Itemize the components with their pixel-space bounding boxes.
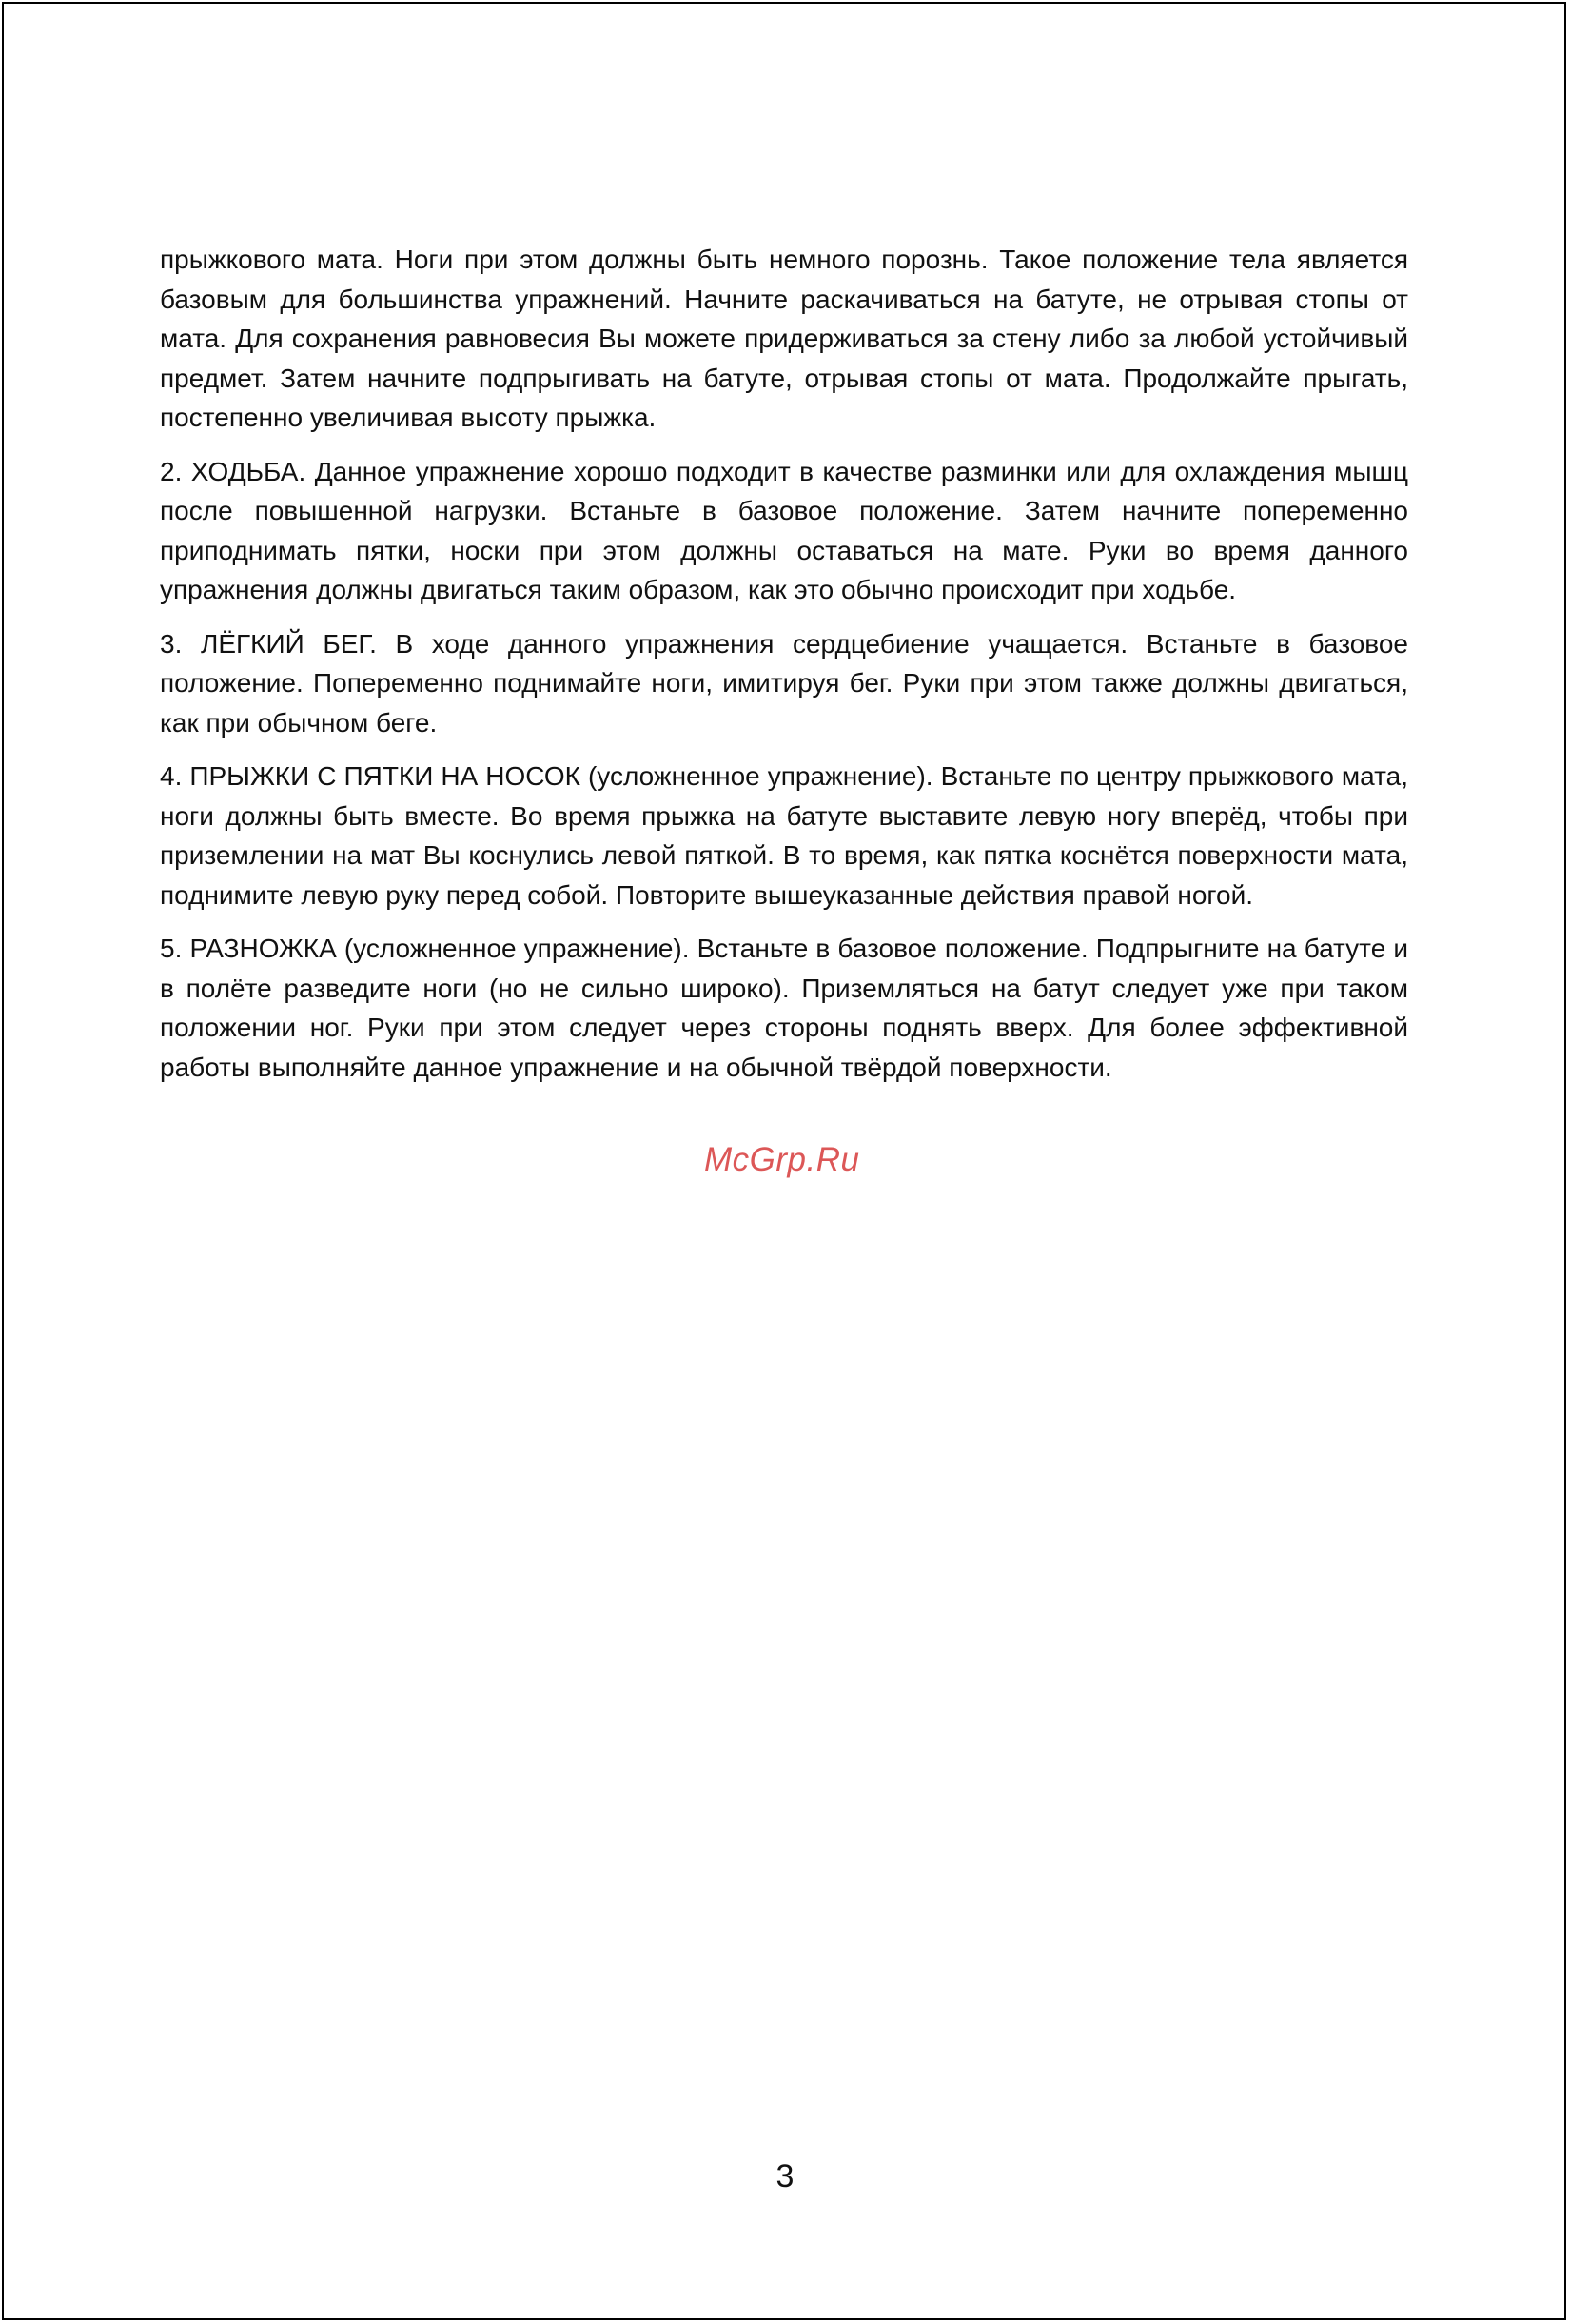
paragraph-split-jump: 5. РАЗНОЖКА (усложненное упражнение). Встаньте в базовое положение. Подпрыгните на батуте и в полёте разведите ноги (но не сильно широко). Приземляться на батут следует уже при таком положении ног. Руки при этом следует через стороны поднять вверх. Для более эффективной работы выполняйте данное упражнение и на обычной твёрдой поверхности. [160, 934, 1408, 1082]
watermark: McGrp.Ru [704, 1141, 860, 1178]
document-body [160, 240, 1408, 1101]
paragraph-walking: 2. ХОДЬБА. Данное упражнение хорошо подходит в качестве разминки или для охлаждения мышц после повышенной нагрузки. Встаньте в базовое положение. Затем начните попеременно приподнимать пятки, носки при этом должны оставаться на мате. Руки во время данного упражнения должны двигаться таким образом, как это обычно происходит при ходьбе. [160, 456, 1408, 604]
page-number: 3 [775, 2158, 795, 2195]
paragraph-light-run: 3. ЛЁГКИЙ БЕГ. В ходе данного упражнения сердцебиение учащается. Встаньте в базовое положение. Попеременно поднимайте ноги, имитируя бег. Руки при этом также должны двигаться, как при обычном беге. [160, 628, 1408, 738]
paragraph-base-position: прыжкового мата. Ноги при этом должны быть немного порознь. Такое положение тела является базовым для большинства упражнений. Начните раскачиваться на батуте, не отрывая стопы от мата. Для сохранения равновесия Вы можете придерживаться за стену либо за любой устойчивый предмет. Затем начните подпрыгивать на батуте, отрывая стопы от мата. Продолжайте прыгать, постепенно увеличивая высоту прыжка. [160, 245, 1408, 432]
paragraph-heel-toe-jumps: 4. ПРЫЖКИ С ПЯТКИ НА НОСОК (усложненное упражнение). Встаньте по центру прыжкового мата, ноги должны быть вместе. Во время прыжка на батуте выставите левую ногу вперёд, чтобы при приземлении на мат Вы коснулись левой пяткой. В то время, как пятка коснётся поверхности мата, поднимите левую руку перед собой. Повторите вышеуказанные действия правой ногой. [160, 761, 1408, 910]
